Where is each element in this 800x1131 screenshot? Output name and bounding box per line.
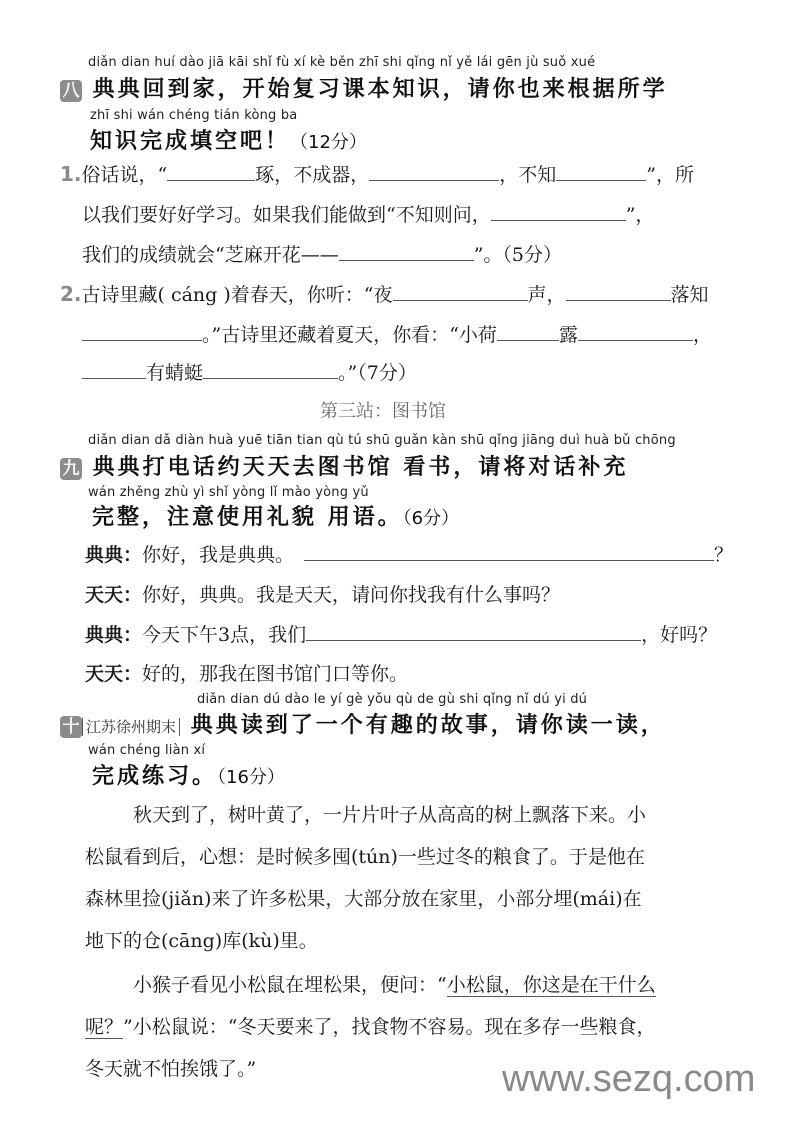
blank-input[interactable]: [497, 322, 559, 341]
blank-input[interactable]: [306, 622, 641, 641]
q8-pinyin-line1: diǎn dian huí dào jiā kāi shǐ fù xí kè běn zhī shi qǐng nǐ yě lái gēn jù suǒ xué: [88, 55, 596, 70]
dialog-line-4: [85, 659, 408, 686]
dialog-text: ，好吗？: [641, 624, 718, 646]
dialog-text: 你好，我是典典。: [142, 544, 295, 566]
q10-pinyin-line1: diǎn dian dú dào le yí gè yǒu qù de gù shi qǐng nǐ dú yi dú: [197, 692, 588, 707]
passage-line-3: 森林里捡(jiǎn)来了许多松果，大部分放在家里，小部分埋(mái)在: [85, 888, 642, 910]
q9-pinyin-line2: wán zhěng zhù yì shǐ yòng lǐ mào yòng yǔ: [88, 485, 369, 500]
section-badge-8: 八: [60, 80, 82, 102]
blank-input[interactable]: [203, 360, 338, 379]
q8-score: （12分）: [290, 132, 367, 153]
q10-title-text1: 典典读到了一个有趣的故事，请你读一读，: [190, 713, 666, 738]
text: 声，: [527, 284, 566, 306]
q8-item1-line3: [82, 240, 562, 267]
blank-input[interactable]: [556, 162, 646, 181]
text: ”。（5分）: [473, 244, 563, 266]
q9-title-line1: [60, 450, 628, 481]
dialog-text: 好的，那我在图书馆门口等你。: [142, 663, 409, 685]
source-tag: 江苏徐州期末: [82, 718, 180, 736]
q8-item1-line2: [82, 200, 654, 227]
text: 小猴子看见小松鼠在埋松果，便问：“: [133, 974, 447, 996]
section-badge-10: 十: [60, 716, 82, 738]
passage-line-2: 松鼠看到后，心想：是时候多囤(tún)一些过冬的粮食了。于是他在: [85, 846, 645, 868]
blank-input[interactable]: [339, 242, 474, 261]
dialog-line-3: [85, 620, 717, 647]
text: 以我们要好好学习。如果我们能做到“不知则问，: [82, 204, 491, 226]
text: ”，: [625, 204, 655, 226]
item-number-2: 2.: [60, 282, 82, 306]
text: 。”（7分）: [338, 362, 417, 384]
station-heading: 第三站：图书馆: [320, 401, 446, 422]
blank-input[interactable]: [304, 542, 714, 561]
text: 古诗里藏( cáng )着春天，你听：“夜: [81, 284, 393, 306]
blank-input[interactable]: [82, 360, 146, 379]
blank-input[interactable]: [566, 282, 671, 301]
q8-item2-line3: [82, 358, 417, 385]
watermark: www.sezq.com: [502, 1058, 756, 1100]
q9-title-text2: 完整，注意使用礼貌 用语。: [92, 505, 403, 530]
item-number-1: 1.: [60, 162, 82, 186]
passage2-line-3: 冬天就不怕挨饿了。”: [85, 1058, 257, 1080]
text: ”，所: [646, 164, 694, 186]
section-badge-9: 九: [60, 458, 82, 480]
passage2-line-1: [133, 970, 656, 997]
q8-title-line2: [90, 124, 367, 155]
text: 有蜻蜓: [146, 362, 204, 384]
q9-score: （6分）: [402, 508, 460, 529]
q9-title-text1: 典典打电话约天天去图书馆 看书，请将对话补充: [92, 455, 629, 480]
q9-title-line2: [92, 500, 459, 531]
dialog-line-1: [85, 540, 733, 567]
blank-input[interactable]: [578, 322, 693, 341]
q10-pinyin-line2: wán chéng liàn xí: [88, 743, 206, 758]
text: ，: [692, 324, 712, 346]
speaker-label: 典典：: [85, 624, 143, 646]
text: ，不知: [499, 164, 557, 186]
dialog-text: ？: [714, 544, 734, 566]
q10-title-text2: 完成练习。: [92, 764, 218, 789]
dialog-text: 今天下午3点，我们: [142, 624, 307, 646]
speaker-label: 天天：: [85, 584, 143, 606]
passage-line-1: 秋天到了，树叶黄了，一片片叶子从高高的树上飘落下来。小: [133, 804, 647, 826]
text: 露: [558, 324, 578, 346]
q10-score: （16分）: [217, 767, 285, 788]
q8-title-text1: 典典回到家，开始复习课本知识，请你也来根据所学: [92, 77, 668, 102]
passage2-line-2: [85, 1012, 655, 1039]
underlined-text: 呢？: [85, 1016, 124, 1038]
q10-title-line2: [92, 759, 285, 790]
q10-title-line1: [60, 708, 666, 739]
blank-input[interactable]: [167, 162, 255, 181]
speaker-label: 天天：: [85, 663, 143, 685]
q8-item2-line2: [82, 320, 712, 347]
speaker-label: 典典：: [85, 544, 143, 566]
blank-input[interactable]: [369, 162, 499, 181]
q8-title-line1: [60, 72, 668, 103]
blank-input[interactable]: [82, 322, 202, 341]
text: 。”古诗里还藏着夏天，你看：“小荷: [202, 324, 497, 346]
q8-pinyin-line2: zhī shi wán chéng tián kòng ba: [90, 108, 298, 123]
text: 落知: [670, 284, 709, 306]
passage-line-4: 地下的仓(cāng)库(kù)里。: [85, 930, 318, 952]
text: 俗话说，“: [81, 164, 168, 186]
q8-item1-line1: [60, 160, 694, 187]
text: ”小松鼠说：“冬天要来了，找食物不容易。现在多存一些粮食，: [123, 1016, 656, 1038]
q8-title-text2: 知识完成填空吧！: [90, 129, 291, 154]
q8-item2-line1: [60, 280, 709, 307]
blank-input[interactable]: [393, 282, 528, 301]
q9-pinyin-line1: diǎn dian dǎ diàn huà yuē tiān tian qù tú shū guǎn kàn shū qǐng jiāng duì huà bǔ chōng: [88, 433, 676, 448]
blank-input[interactable]: [491, 202, 626, 221]
dialog-line-2: [85, 580, 560, 607]
underlined-text: 小松鼠，你这是在干什么: [446, 974, 656, 996]
text: 琢，不成器，: [255, 164, 370, 186]
text: 我们的成绩就会“芝麻开花——: [82, 244, 339, 266]
dialog-text: 你好，典典。我是天天，请问你找我有什么事吗？: [142, 584, 561, 606]
